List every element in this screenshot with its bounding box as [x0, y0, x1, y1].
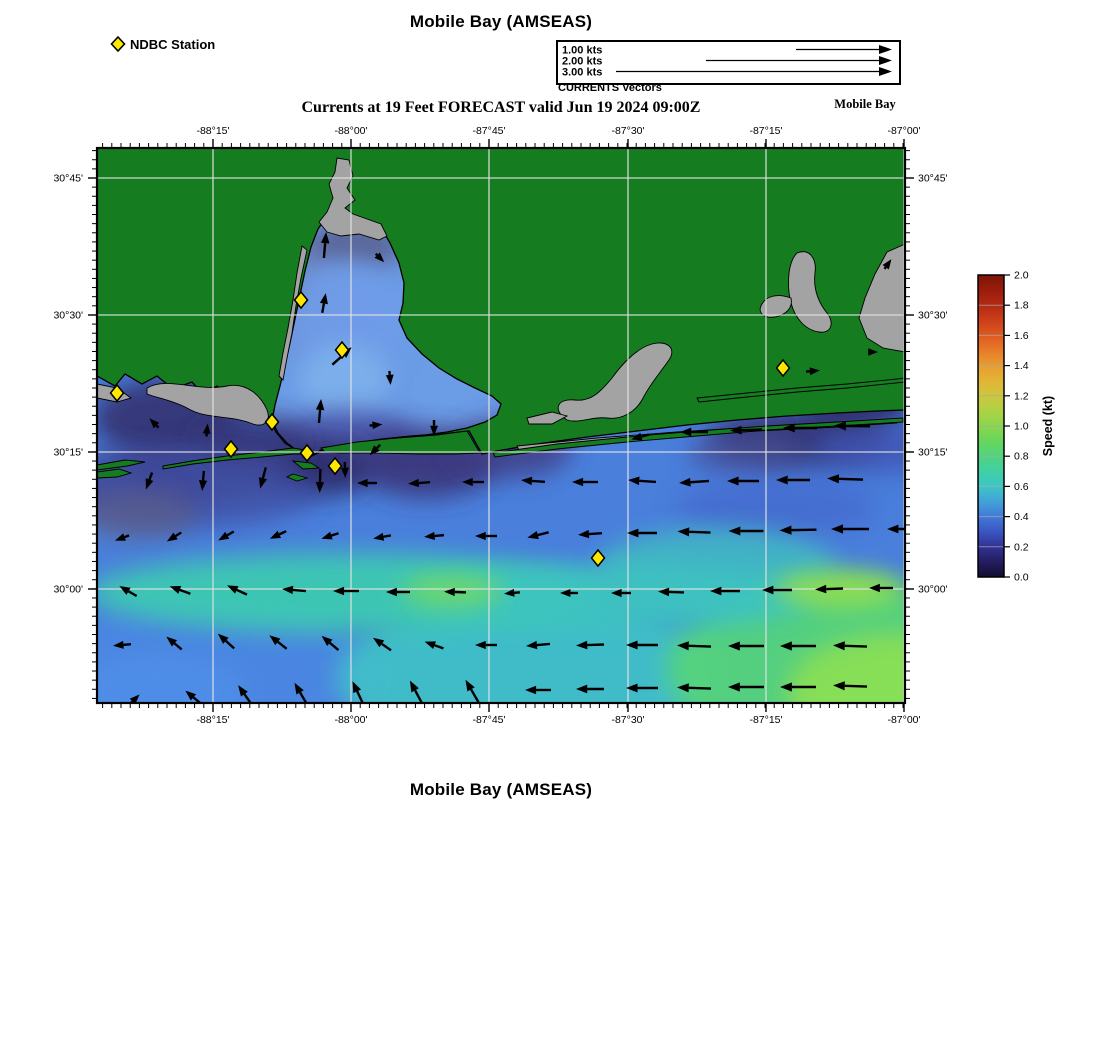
svg-text:30°30': 30°30' — [918, 309, 948, 322]
svg-text:-87°45': -87°45' — [472, 714, 506, 726]
vector-scale-row-label: 2.00 kts — [562, 55, 603, 68]
forecast-subtitle: Currents at 19 Feet FORECAST valid Jun 19 2024 09:00Z — [301, 99, 701, 116]
svg-text:0.0: 0.0 — [1014, 571, 1029, 584]
speed-colorbar — [978, 270, 1055, 584]
svg-text:-87°15': -87°15' — [749, 125, 783, 137]
svg-text:-87°45': -87°45' — [472, 125, 506, 137]
vector-scale-row-label: 3.00 kts — [562, 66, 603, 79]
footer-title: Mobile Bay (AMSEAS) — [409, 780, 593, 799]
svg-text:30°15': 30°15' — [53, 446, 83, 459]
svg-text:-87°00': -87°00' — [887, 714, 921, 726]
svg-text:1.6: 1.6 — [1014, 329, 1029, 342]
svg-text:-88°15': -88°15' — [196, 125, 230, 137]
svg-text:-88°00': -88°00' — [334, 714, 368, 726]
vector-scale-row-label: 1.00 kts — [562, 44, 603, 57]
svg-text:-87°15': -87°15' — [749, 714, 783, 726]
svg-text:2.0: 2.0 — [1014, 269, 1029, 282]
svg-text:0.6: 0.6 — [1014, 480, 1029, 493]
svg-text:30°30': 30°30' — [53, 309, 83, 322]
svg-text:1.2: 1.2 — [1014, 390, 1029, 403]
ndbc-legend-label: NDBC Station — [130, 36, 216, 52]
svg-text:0.2: 0.2 — [1014, 541, 1029, 554]
svg-text:30°45': 30°45' — [53, 172, 83, 185]
svg-text:-88°00': -88°00' — [334, 125, 368, 137]
svg-text:30°15': 30°15' — [918, 446, 948, 459]
svg-text:0.8: 0.8 — [1014, 450, 1029, 463]
svg-text:1.4: 1.4 — [1014, 360, 1029, 373]
map-plot-area — [67, 148, 1007, 758]
colorbar-label: Speed (kt) — [1041, 395, 1055, 457]
svg-text:1.8: 1.8 — [1014, 299, 1029, 312]
page-title: Mobile Bay (AMSEAS) — [409, 12, 593, 31]
svg-text:-87°30': -87°30' — [611, 714, 645, 726]
svg-text:-87°30': -87°30' — [611, 125, 645, 137]
svg-text:30°45': 30°45' — [918, 172, 948, 185]
svg-text:1.0: 1.0 — [1014, 420, 1029, 433]
svg-text:-87°00': -87°00' — [887, 125, 921, 137]
region-label: Mobile Bay — [834, 97, 896, 111]
svg-text:30°00': 30°00' — [53, 583, 83, 596]
svg-text:-88°15': -88°15' — [196, 714, 230, 726]
svg-text:30°00': 30°00' — [918, 583, 948, 596]
svg-text:0.4: 0.4 — [1014, 511, 1029, 524]
vector-legend-caption: CURRENTS Vectors — [558, 82, 662, 94]
